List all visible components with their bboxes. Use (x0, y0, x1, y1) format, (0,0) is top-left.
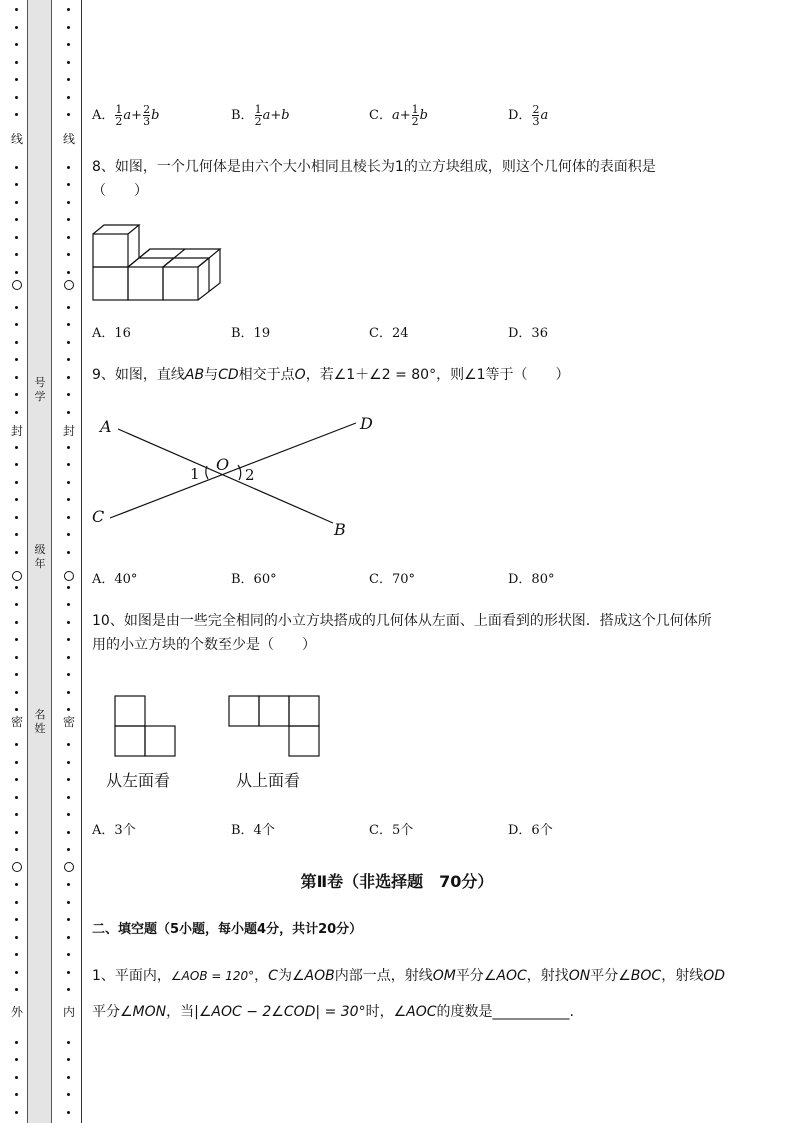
q9-option-b[interactable]: B．60° (231, 572, 277, 587)
line-ab (118, 429, 333, 523)
margin-dot (67, 43, 70, 46)
margin-dot (67, 166, 70, 169)
margin-dot (67, 831, 70, 834)
q8-blank: （ ） (92, 183, 148, 199)
q7-option-b[interactable]: B． $\frac{1}{2}$ a+b (231, 103, 290, 128)
q10-stem-line1: 10、如图是由一些完全相同的小立方块搭成的几何体从左面、上面看到的形状图．搭成这个几何体所 (92, 613, 712, 629)
margin-dot (67, 306, 70, 309)
margin-dot (15, 831, 18, 834)
margin-dot (67, 236, 70, 239)
margin-dot (15, 8, 18, 11)
margin-dot (15, 743, 18, 746)
q10-top-view-caption: 从上面看 (236, 771, 301, 790)
margin-dot (67, 813, 70, 816)
fill-in-heading: 二、填空题（5小题，每小题4分，共计20分） (92, 922, 363, 937)
margin-dot (67, 901, 70, 904)
margin-dot (67, 61, 70, 64)
part2-title: 第Ⅱ卷（非选择题 70分） (300, 872, 494, 891)
margin-dot (15, 61, 18, 64)
margin-dot (15, 936, 18, 939)
q8-option-c[interactable]: C．24 (369, 326, 409, 341)
margin-dot (15, 306, 18, 309)
margin-dot (67, 446, 70, 449)
margin-dot (15, 166, 18, 169)
margin-border-line (81, 0, 82, 1123)
margin-dot (67, 761, 70, 764)
margin-circle-icon (64, 571, 74, 581)
margin-dot (67, 498, 70, 501)
q10-option-c[interactable]: C．5个 (369, 823, 414, 838)
margin-dot (15, 323, 18, 326)
q8-stem (92, 155, 742, 203)
margin-dot (67, 1076, 70, 1079)
margin-dot (15, 411, 18, 414)
q9-option-c[interactable]: C．70° (369, 572, 415, 587)
margin-dot (15, 691, 18, 694)
margin-dot (67, 971, 70, 974)
margin-dot (67, 533, 70, 536)
margin-dot (67, 691, 70, 694)
margin-dot (67, 358, 70, 361)
margin-dot (15, 778, 18, 781)
margin-dot (15, 918, 18, 921)
margin-circle-icon (12, 280, 22, 290)
student-number-label: 号学 (34, 376, 46, 403)
margin-dot (15, 236, 18, 239)
q8-option-a[interactable]: A．16 (92, 326, 131, 341)
margin-dot (15, 463, 18, 466)
margin-char-feng-right: 封 (63, 424, 76, 438)
margin-dot (15, 183, 18, 186)
margin-dot (67, 1058, 70, 1061)
margin-dot (15, 96, 18, 99)
margin-dot (67, 796, 70, 799)
margin-dot (15, 446, 18, 449)
fill-q1-line1: 1、平面内，∠AOB = 120°，C为∠AOB内部一点，射线OM平分∠AOC，射找ON平分∠BOC，射线OD (92, 968, 726, 984)
margin-dot (15, 813, 18, 816)
margin-dot (15, 796, 18, 799)
cube-front-2 (128, 267, 163, 300)
cube-front-top (93, 234, 128, 267)
q8-option-b[interactable]: B．19 (231, 326, 271, 341)
margin-dot (15, 656, 18, 659)
margin-dot (15, 516, 18, 519)
margin-char-xian-left: 线 (11, 132, 24, 146)
margin-dot (15, 708, 18, 711)
q10-left-view-figure (114, 695, 178, 758)
margin-dot (67, 621, 70, 624)
margin-dot (15, 971, 18, 974)
margin-dot (67, 376, 70, 379)
margin-dot (15, 673, 18, 676)
margin-dot (67, 673, 70, 676)
margin-dot (67, 656, 70, 659)
q10-option-d[interactable]: D．6个 (508, 823, 553, 838)
margin-char-feng-left: 封 (11, 424, 24, 438)
q9-option-d[interactable]: D．80° (508, 572, 555, 587)
q10-stem (92, 609, 742, 657)
q9-option-a[interactable]: A．40° (92, 572, 138, 587)
cube-side-face-top (128, 225, 139, 267)
margin-dot (67, 708, 70, 711)
margin-dot (15, 358, 18, 361)
label-c: C (92, 507, 105, 526)
margin-dot (67, 603, 70, 606)
margin-dot (15, 638, 18, 641)
margin-dot (15, 393, 18, 396)
q9-intersecting-lines-figure (88, 408, 388, 543)
margin-dot (15, 953, 18, 956)
margin-dot (67, 96, 70, 99)
margin-dot (67, 393, 70, 396)
margin-dot (15, 1093, 18, 1096)
grade-label: 级年 (34, 543, 46, 570)
q8-option-d[interactable]: D．36 (508, 326, 548, 341)
margin-dot (15, 218, 18, 221)
margin-dot (15, 1041, 18, 1044)
margin-dot (15, 481, 18, 484)
name-label: 名姓 (34, 708, 46, 735)
margin-dot (67, 1111, 70, 1114)
margin-dot (15, 621, 18, 624)
margin-dot (15, 848, 18, 851)
margin-dot (15, 376, 18, 379)
margin-dot (67, 953, 70, 956)
margin-dot (67, 918, 70, 921)
margin-dot (15, 586, 18, 589)
label-a: A (100, 417, 112, 436)
margin-dot (15, 498, 18, 501)
margin-dot (67, 936, 70, 939)
margin-dot (67, 201, 70, 204)
margin-dot (67, 638, 70, 641)
margin-dot (67, 218, 70, 221)
q10-option-a[interactable]: A．3个 (92, 823, 136, 838)
margin-dot (67, 481, 70, 484)
margin-char-wai-left: 外 (11, 1005, 24, 1019)
margin-dot (15, 78, 18, 81)
q10-left-view-caption: 从左面看 (106, 771, 171, 790)
q8-stem-text: 8、如图，一个几何体是由六个大小相同且棱长为1的立方块组成，则这个几何体的表面积是 (92, 159, 656, 175)
q8-cube-figure (90, 222, 232, 304)
fill-q1-answer-blank[interactable]: ___________. (492, 1004, 574, 1020)
margin-dot (67, 778, 70, 781)
margin-dot (67, 78, 70, 81)
margin-dot (67, 988, 70, 991)
margin-circle-icon (64, 280, 74, 290)
margin-dot (67, 411, 70, 414)
margin-dot (67, 551, 70, 554)
margin-dot (67, 1093, 70, 1096)
margin-dot (15, 901, 18, 904)
margin-dot (15, 43, 18, 46)
margin-char-mi-left: 密 (11, 715, 24, 729)
fill-q1 (92, 958, 742, 1030)
margin-dot (15, 201, 18, 204)
margin-dot (67, 183, 70, 186)
margin-dot (67, 1041, 70, 1044)
q10-top-view-figure (228, 695, 322, 758)
cube-front-3 (163, 267, 198, 300)
margin-dot (67, 113, 70, 116)
margin-dot (15, 603, 18, 606)
label-b: B (334, 520, 346, 539)
margin-dot (67, 8, 70, 11)
label-angle-1: 1 (190, 465, 200, 483)
margin-dot (15, 113, 18, 116)
margin-dot (67, 271, 70, 274)
q10-stem-line2: 用的小立方块的个数至少是（ ） (92, 637, 316, 653)
q7-option-d[interactable]: D． $\frac{2}{3}$ a (508, 103, 549, 128)
q10-option-b[interactable]: B．4个 (231, 823, 275, 838)
margin-dot (67, 26, 70, 29)
cube-front-1 (93, 267, 128, 300)
margin-char-mi-right: 密 (63, 715, 76, 729)
margin-dot (67, 463, 70, 466)
margin-char-nei-right: 内 (63, 1005, 76, 1019)
margin-dot (15, 761, 18, 764)
label-d: D (360, 414, 373, 433)
q7-option-c[interactable]: C．a+ $\frac{1}{2}$ b (369, 103, 428, 128)
margin-dot (15, 988, 18, 991)
margin-dot (15, 1076, 18, 1079)
margin-dot (15, 551, 18, 554)
margin-circle-icon (12, 571, 22, 581)
margin-dot (15, 341, 18, 344)
margin-dot (67, 743, 70, 746)
margin-dot (15, 253, 18, 256)
margin-dot (15, 1058, 18, 1061)
line-cd (110, 423, 356, 518)
margin-dot (67, 253, 70, 256)
label-angle-2: 2 (245, 466, 255, 484)
margin-dot (67, 848, 70, 851)
q7-option-a[interactable]: A． $\frac{1}{2}$ a+ $\frac{2}{3}$ b (92, 103, 160, 128)
margin-dot (15, 271, 18, 274)
cube-top-face (93, 225, 139, 234)
margin-dot (67, 586, 70, 589)
margin-dot (15, 533, 18, 536)
label-o: O (216, 455, 230, 474)
margin-dot (67, 323, 70, 326)
margin-dot (67, 516, 70, 519)
margin-dot (15, 26, 18, 29)
fill-q1-line2: 平分∠MON，当|∠AOC − 2∠COD| = 30°时，∠AOC的度数是___________. (92, 1004, 574, 1020)
q9-stem: 9、如图，直线AB与CD相交于点O，若∠1＋∠2 = 80°，则∠1等于（ ） (92, 367, 570, 383)
binding-margin (0, 0, 82, 1123)
margin-char-xian-right: 线 (63, 132, 76, 146)
margin-dot (67, 341, 70, 344)
margin-dot (15, 1111, 18, 1114)
